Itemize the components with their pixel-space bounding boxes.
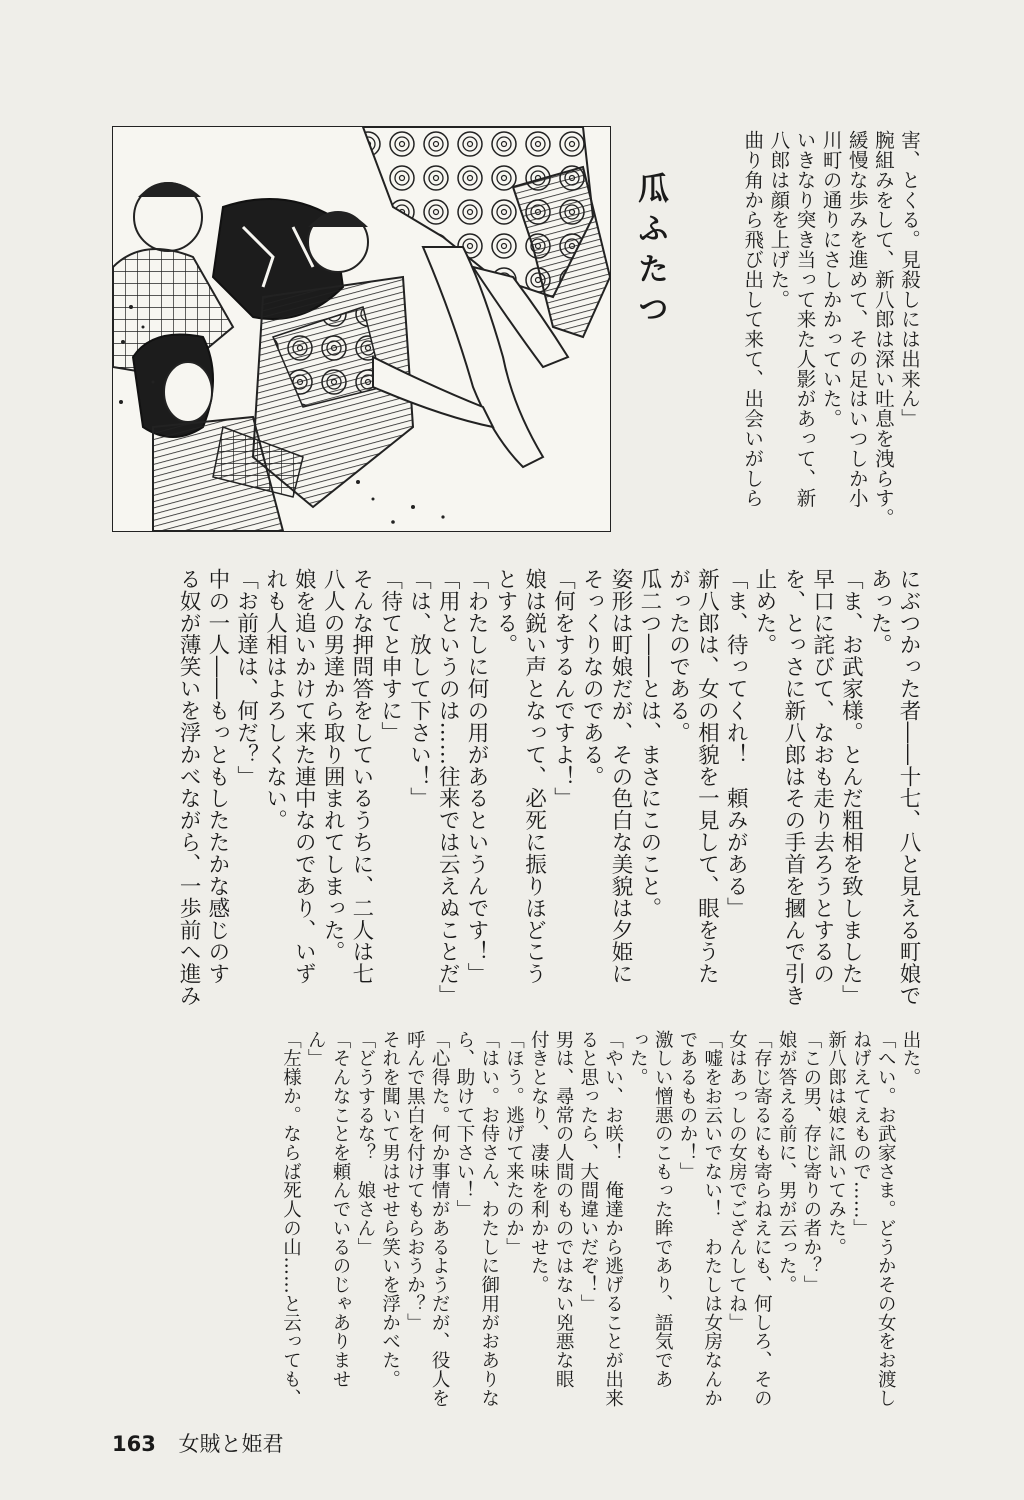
text-line: 激しい憎悪のこもった眸であり、語気であ bbox=[652, 1030, 674, 1389]
text-line: 「待てと申すに」 bbox=[377, 568, 403, 744]
text-line: 腕組みをして、新八郎は深い吐息を洩らす。 bbox=[871, 130, 895, 528]
text-line: 付きとなり、凄味を利かせた。 bbox=[528, 1030, 550, 1295]
text-line: る奴が薄笑いを浮かべながら、一歩前へ進み bbox=[176, 568, 202, 1007]
text-line: そっくりなのである。 bbox=[579, 568, 605, 788]
text-line: 「へい。お武家さま。どうかその女をお渡し bbox=[875, 1030, 897, 1408]
text-line: 「ほう。逃げて来たのか」 bbox=[503, 1030, 525, 1257]
text-line: 娘が答える前に、男が云った。 bbox=[776, 1030, 798, 1295]
text-block-bottom bbox=[278, 1030, 922, 1415]
text-line: 呼んで黒白を付けてもらおうか？」 bbox=[404, 1030, 426, 1332]
illustration-samurai-scuffle bbox=[112, 126, 611, 532]
text-line: 害、とくる。見殺しには出来ん」 bbox=[898, 130, 921, 429]
text-line: 曲り角から飛び出して来て、出会いがしら bbox=[741, 130, 765, 508]
text-line: れも人相はよろしくない。 bbox=[262, 568, 288, 832]
text-line: を、とっさに新八郎はその手首を摑んで引き bbox=[780, 568, 806, 1007]
text-line: 中の一人――もっともしたたかな感じのす bbox=[204, 568, 230, 985]
text-line: 男は、尋常の人間のものではない兇悪な眼 bbox=[553, 1030, 575, 1389]
text-line: とする。 bbox=[492, 568, 518, 656]
text-line: 止めた。 bbox=[752, 568, 778, 656]
text-line: 娘を追いかけて来た連中なのであり、いず bbox=[291, 568, 317, 985]
text-line: 「ま、お武家様。とんだ粗相を致しました」 bbox=[838, 568, 864, 1007]
text-line: ら、助けて下さい！」 bbox=[453, 1030, 475, 1219]
text-line: 「はい。お侍さん、わたしに御用がおありな bbox=[478, 1030, 500, 1408]
page-footer bbox=[112, 1428, 284, 1458]
text-line: 「何をするんですよ！」 bbox=[550, 568, 576, 810]
text-line: 「存じ寄るにも寄らねえにも、何しろ、その bbox=[751, 1030, 773, 1408]
page-number: 163 bbox=[112, 1432, 156, 1456]
text-line: った。 bbox=[627, 1030, 649, 1087]
text-line: 八人の男達から取り囲まれてしまった。 bbox=[320, 568, 346, 963]
text-line: 「そんなことを頼んでいるのじゃありませ bbox=[330, 1030, 352, 1389]
text-line: 「嘘をお云いでない！ わたしは女房なんか bbox=[701, 1030, 723, 1408]
book-title: 女賊と姫君 bbox=[178, 1432, 284, 1456]
text-line: あった。 bbox=[867, 568, 893, 656]
text-line: がったのである。 bbox=[665, 568, 691, 744]
text-line: それを聞いて男はせせら笑いを浮かべた。 bbox=[379, 1030, 401, 1389]
text-line: 新八郎は娘に訊いてみた。 bbox=[825, 1030, 847, 1257]
text-line: であるものか！」 bbox=[676, 1030, 698, 1181]
text-line: 姿形は町娘だが、その色白な美貌は夕姫に bbox=[608, 568, 634, 985]
text-line: 「やい、お咲！ 俺達から逃げることが出来 bbox=[602, 1030, 624, 1408]
text-line: そんな押問答をしているうちに、二人は七 bbox=[348, 568, 374, 985]
text-block-middle bbox=[173, 568, 922, 1010]
text-line: 「お前達は、何だ？」 bbox=[233, 568, 259, 788]
text-line: 「心得た。何か事情があるようだが、役人を bbox=[429, 1030, 451, 1408]
ink-drawing bbox=[113, 127, 610, 531]
text-line: 「ま、待ってくれ！ 頼みがある」 bbox=[723, 568, 749, 919]
text-block-top bbox=[739, 130, 922, 530]
text-line: 瓜二つ――とは、まさにこのこと。 bbox=[636, 568, 662, 919]
text-line: 女はあっしの女房でござんしてね」 bbox=[726, 1030, 748, 1332]
text-line: 八郎は顔を上げた。 bbox=[767, 130, 791, 310]
section-heading: 瓜ふたつ bbox=[632, 172, 668, 334]
text-line: ねげえてえもので……」 bbox=[850, 1030, 872, 1238]
text-line: 「この男、存じ寄りの者か？」 bbox=[800, 1030, 822, 1295]
text-line: 出た。 bbox=[900, 1030, 921, 1087]
text-line: ると思ったら、大間違いだぞ！」 bbox=[577, 1030, 599, 1314]
text-line: 川町の通りにさしかかっていた。 bbox=[819, 130, 843, 429]
text-line: 新八郎は、女の相貌を一見して、眼をうた bbox=[694, 568, 720, 985]
text-line: いきなり突き当って来た人影があって、新 bbox=[793, 130, 817, 508]
text-line: 緩慢な歩みを進めて、その足はいつしか小 bbox=[845, 130, 869, 508]
text-line: 「は、放して下さい！」 bbox=[406, 568, 432, 810]
text-line: 早口に詫びて、なおも走り去ろうとするの bbox=[809, 568, 835, 985]
text-line: 「わたしに何の用があるというんです！」 bbox=[464, 568, 490, 985]
text-line: 「どうするな？ 娘さん」 bbox=[354, 1030, 376, 1257]
text-line: にぶつかった者――十七、八と見える町娘で bbox=[896, 568, 921, 1007]
text-line: 娘は鋭い声となって、必死に振りほどこう bbox=[521, 568, 547, 985]
text-line: 「用というのは……往来では云えぬことだ」 bbox=[435, 568, 461, 1007]
text-line: 「左様か。ならば死人の山……と云っても、 bbox=[280, 1030, 302, 1408]
text-line: ん」 bbox=[305, 1030, 327, 1068]
